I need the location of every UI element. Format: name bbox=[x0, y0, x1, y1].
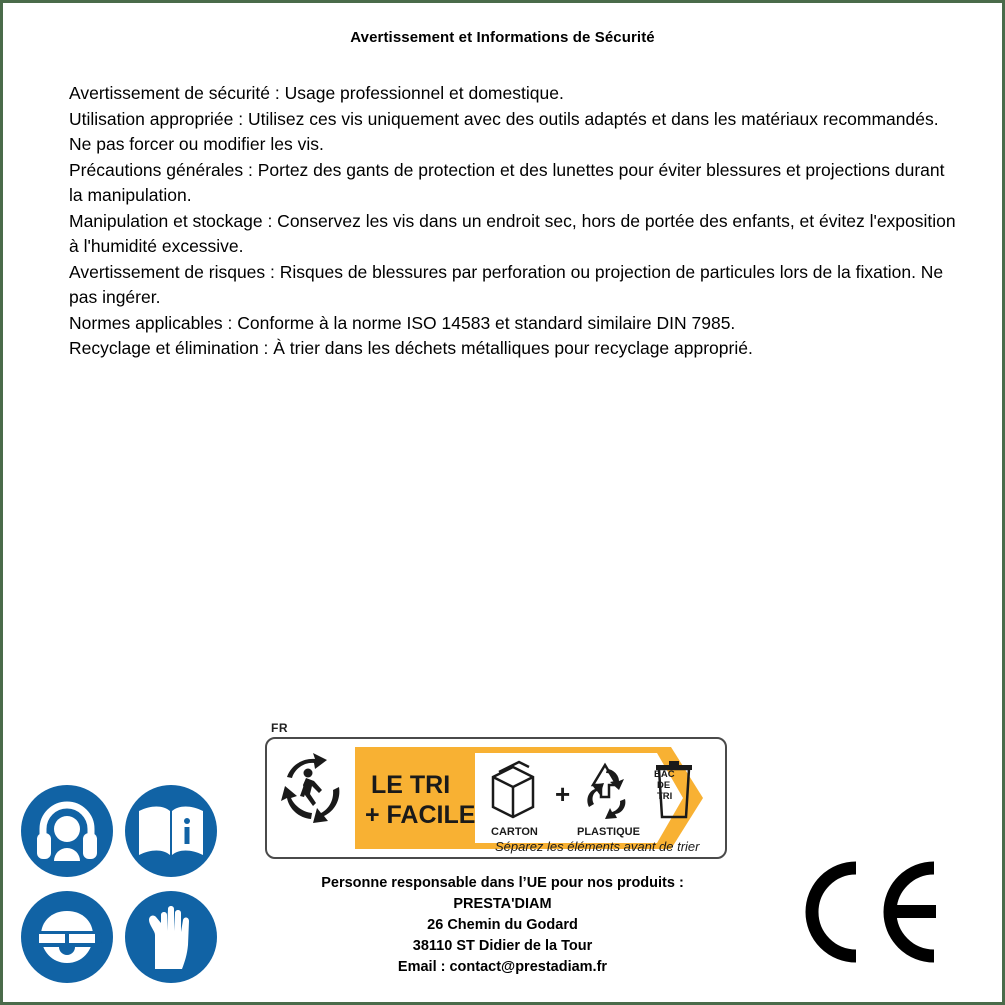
responsible-person-heading bbox=[3, 873, 1002, 894]
company-street: 26 Chemin du Godard bbox=[427, 917, 578, 933]
paragraph-5: Avertissement de risques : Risques de blessures par perforation ou projection de particules lors de la fixation. Ne pas ingérer. bbox=[69, 261, 944, 307]
svg-text:TRI: TRI bbox=[657, 791, 673, 802]
svg-text:Séparez les éléments avant de: Séparez les éléments avant de trier bbox=[495, 839, 700, 854]
safety-information-text bbox=[69, 81, 959, 362]
responsible-heading-strong: UE bbox=[526, 875, 547, 891]
paragraph-4: Manipulation et stockage : Conservez les vis dans un endroit sec, hors de portée des enfants, et évitez l'exposition à l'humidité excessive. bbox=[69, 210, 956, 256]
responsible-heading-prefix: Personne responsable dans l’ bbox=[321, 875, 527, 891]
triman-box bbox=[265, 737, 727, 859]
recycling-sorting-label bbox=[265, 721, 727, 861]
tri-headline-1: LE TRI bbox=[371, 771, 451, 799]
svg-text:BAC: BAC bbox=[654, 769, 675, 780]
svg-text:DE: DE bbox=[657, 780, 671, 791]
page-title: Avertissement et Informations de Sécurité bbox=[350, 29, 655, 46]
company-email: Email : contact@prestadiam.fr bbox=[397, 959, 608, 975]
language-label: FR bbox=[271, 721, 288, 735]
paragraph-1: Avertissement de sécurité : Usage professionnel et domestique. bbox=[69, 83, 564, 103]
company-city: 38110 ST Didier de la Tour bbox=[412, 938, 593, 954]
responsible-person-block bbox=[3, 873, 1002, 978]
responsible-heading-suffix: pour nos produits : bbox=[546, 875, 684, 891]
read-instructions-icon bbox=[125, 785, 217, 877]
svg-text:PLASTIQUE: PLASTIQUE bbox=[577, 826, 640, 838]
paragraph-2: Utilisation appropriée : Utilisez ces vis uniquement avec des outils adaptés et dans les matériaux recommandés. Ne pas forcer ou modifier les vis. bbox=[69, 108, 939, 154]
tri-headline-2: + FACILE bbox=[365, 801, 476, 829]
ear-protection-icon bbox=[21, 785, 113, 877]
paragraph-3: Précautions générales : Portez des gants de protection et des lunettes pour éviter blessures et projections durant la manipulation. bbox=[69, 159, 945, 205]
svg-text:CARTON: CARTON bbox=[491, 826, 538, 838]
paragraph-6: Normes applicables : Conforme à la norme ISO 14583 et standard similaire DIN 7985. bbox=[69, 312, 736, 333]
paragraph-7: Recyclage et élimination : À trier dans les déchets métalliques pour recyclage approprié. bbox=[69, 338, 753, 358]
svg-text:+: + bbox=[555, 779, 571, 809]
company-name: PRESTA'DIAM bbox=[453, 896, 552, 912]
